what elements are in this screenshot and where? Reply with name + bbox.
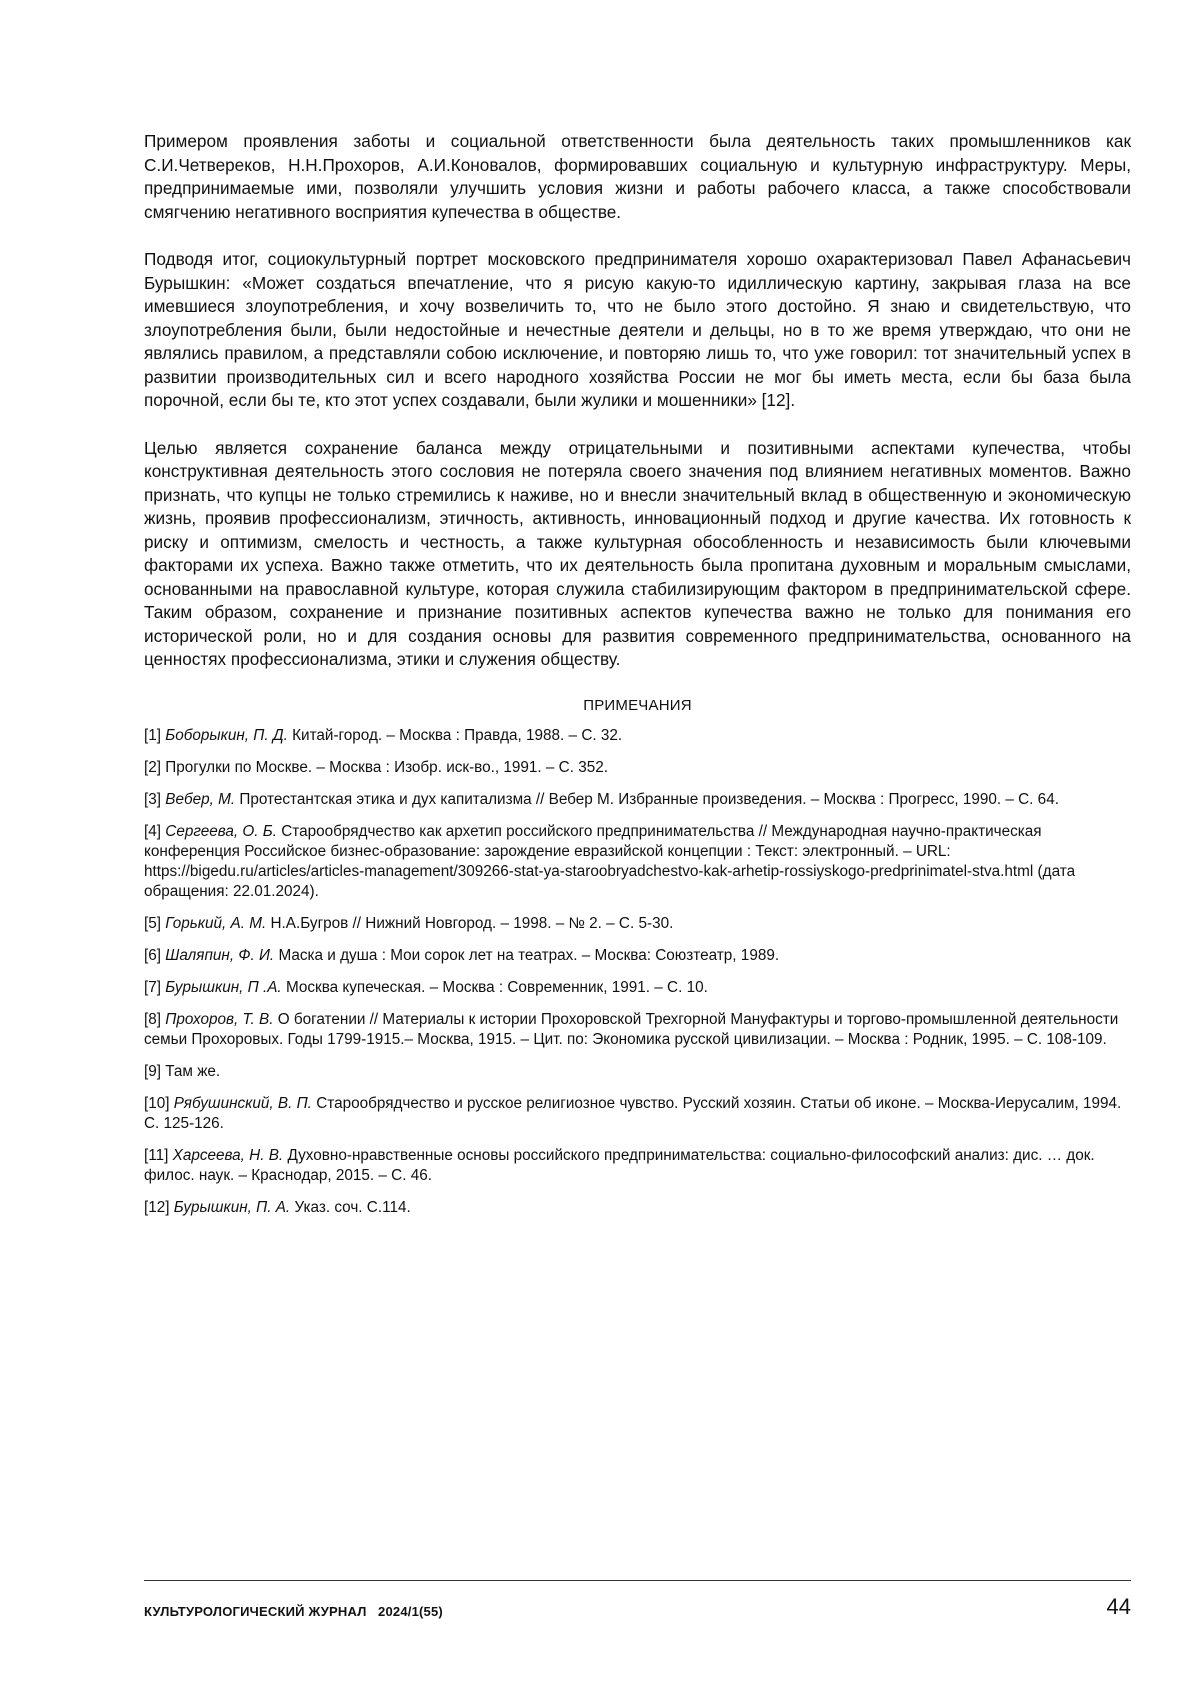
note-number: [7]	[144, 979, 161, 996]
notes-heading: ПРИМЕЧАНИЯ	[144, 696, 1131, 716]
note-number: [11]	[144, 1147, 168, 1164]
note-number: [4]	[144, 823, 161, 840]
journal-issue: 2024/1(55)	[378, 1604, 443, 1619]
note-number: [3]	[144, 791, 161, 808]
note-text: Указ. соч. С.114.	[294, 1199, 410, 1216]
note-number: [1]	[144, 727, 161, 744]
note-number: [8]	[144, 1011, 161, 1028]
note-number: [5]	[144, 915, 161, 932]
note-item	[144, 726, 1131, 746]
note-item	[144, 790, 1131, 810]
note-item	[144, 1146, 1131, 1186]
note-number: [12]	[144, 1199, 170, 1216]
page-number: 44	[1107, 1594, 1131, 1620]
note-item	[144, 1010, 1131, 1050]
note-text: О богатении // Материалы к истории Прохоровской Трехгорной Мануфактуры и торгово-промышленной деятельности семьи Прохоровых. Годы 1799-1915.– Москва, 1915. – Цит. по: Экономика русской цивилизации. – Москва : Родник, 1995. – С. 108-109.	[144, 1011, 1118, 1048]
note-text: Старообрядчество как архетип российского предпринимательства // Международная научно-практическая конференция Российское бизнес-образование: зарождение евразийской концепции : Текст: электронный. – URL: https://bigedu.ru/articles/articles-management/309266-stat-ya-staroobryadchestvo-kak-arhetip-rossiyskogo-predprinimatel-stva.html (дата обращения: 22.01.2024).	[144, 823, 1075, 900]
note-item	[144, 1062, 1131, 1082]
note-text: Н.А.Бугров // Нижний Новгород. – 1998. – № 2. – С. 5-30.	[270, 915, 673, 932]
note-text: Протестантская этика и дух капитализма // Вебер М. Избранные произведения. – Москва : Прогресс, 1990. – С. 64.	[239, 791, 1059, 808]
note-text: Прогулки по Москве. – Москва : Изобр. иск-во., 1991. – С. 352.	[165, 759, 608, 776]
body-paragraph: Подводя итог, социокультурный портрет московского предпринимателя хорошо охарактеризовал Павел Афанасьевич Бурышкин: «Может создаться впечатление, что я рисую какую-то идиллическую картину, закрывая глаза на все имевшиеся злоупотребления, и хочу возвеличить то, что не было этого достойно. Я знаю и свидетельствую, что злоупотребления были, были недостойные и нечестные деятели и дельцы, но в то же время утверждаю, что они не являлись правилом, а представляли собою исключение, и повторяю лишь то, что уже говорил: тот значительный успех в развитии производительных сил и всего народного хозяйства России не мог бы иметь места, если бы база была порочной, если бы те, кто этот успех создавали, были жулики и мошенники» [12].	[144, 248, 1131, 413]
footer-divider	[144, 1580, 1131, 1581]
note-number: [9]	[144, 1063, 161, 1080]
note-item	[144, 978, 1131, 998]
note-number: [2]	[144, 759, 161, 776]
note-author: Харсеева, Н. В.	[173, 1147, 284, 1164]
note-author: Горький, А. М.	[165, 915, 266, 932]
note-author: Боборыкин, П. Д.	[165, 727, 288, 744]
note-text: Там же.	[165, 1063, 220, 1080]
note-item	[144, 758, 1131, 778]
note-author: Вебер, М.	[165, 791, 235, 808]
footer-journal	[144, 1604, 443, 1619]
note-author: Бурышкин, П. А.	[174, 1199, 290, 1216]
note-author: Шаляпин, Ф. И.	[165, 947, 274, 964]
note-item	[144, 822, 1131, 902]
note-text: Китай-город. – Москва : Правда, 1988. – С. 32.	[292, 727, 622, 744]
notes-list	[144, 726, 1131, 1218]
article-body	[144, 130, 1131, 1230]
journal-title: КУЛЬТУРОЛОГИЧЕСКИЙ ЖУРНАЛ	[144, 1604, 367, 1619]
note-item	[144, 914, 1131, 934]
note-number: [6]	[144, 947, 161, 964]
note-author: Рябушинский, В. П.	[174, 1095, 312, 1112]
body-paragraph: Целью является сохранение баланса между отрицательными и позитивными аспектами купечества, чтобы конструктивная деятельность этого сословия не потеряла своего значения под влиянием негативных моментов. Важно признать, что купцы не только стремились к наживе, но и внесли значительный вклад в общественную и экономическую жизнь, проявив профессионализм, этичность, активность, инновационный подход и другие качества. Их готовность к риску и оптимизм, смелость и честность, а также культурная обособленность и независимость были ключевыми факторами их успеха. Важно также отметить, что их деятельность была пропитана духовным и моральным смыслами, основанными на православной культуре, которая служила стабилизирующим фактором в предпринимательской сфере. Таким образом, сохранение и признание позитивных аспектов купечества важно не только для понимания его исторической роли, но и для создания основы для развития современного предпринимательства, основанного на ценностях профессионализма, этики и служения обществу.	[144, 437, 1131, 672]
note-item	[144, 946, 1131, 966]
note-text: Старообрядчество и русское религиозное чувство. Русский хозяин. Статьи об иконе. – Москва-Иерусалим, 1994. С. 125-126.	[144, 1095, 1121, 1132]
note-text: Москва купеческая. – Москва : Современник, 1991. – С. 10.	[286, 979, 708, 996]
note-text: Духовно-нравственные основы российского предпринимательства: социально-философский анализ: дис. … док. филос. наук. – Краснодар, 2015. – С. 46.	[144, 1147, 1095, 1184]
note-item	[144, 1094, 1131, 1134]
document-page	[0, 0, 1200, 1697]
note-text: Маска и душа : Мои сорок лет на театрах. – Москва: Союзтеатр, 1989.	[278, 947, 779, 964]
note-author: Прохоров, Т. В.	[165, 1011, 273, 1028]
note-author: Сергеева, О. Б.	[165, 823, 277, 840]
body-paragraph: Примером проявления заботы и социальной ответственности была деятельность таких промышленников как С.И.Четвереков, Н.Н.Прохоров, А.И.Коновалов, формировавших социальную и культурную инфраструктуру. Меры, предпринимаемые ими, позволяли улучшить условия жизни и работы рабочего класса, а также способствовали смягчению негативного восприятия купечества в обществе.	[144, 130, 1131, 224]
note-item	[144, 1198, 1131, 1218]
note-number: [10]	[144, 1095, 170, 1112]
note-author: Бурышкин, П .А.	[165, 979, 281, 996]
